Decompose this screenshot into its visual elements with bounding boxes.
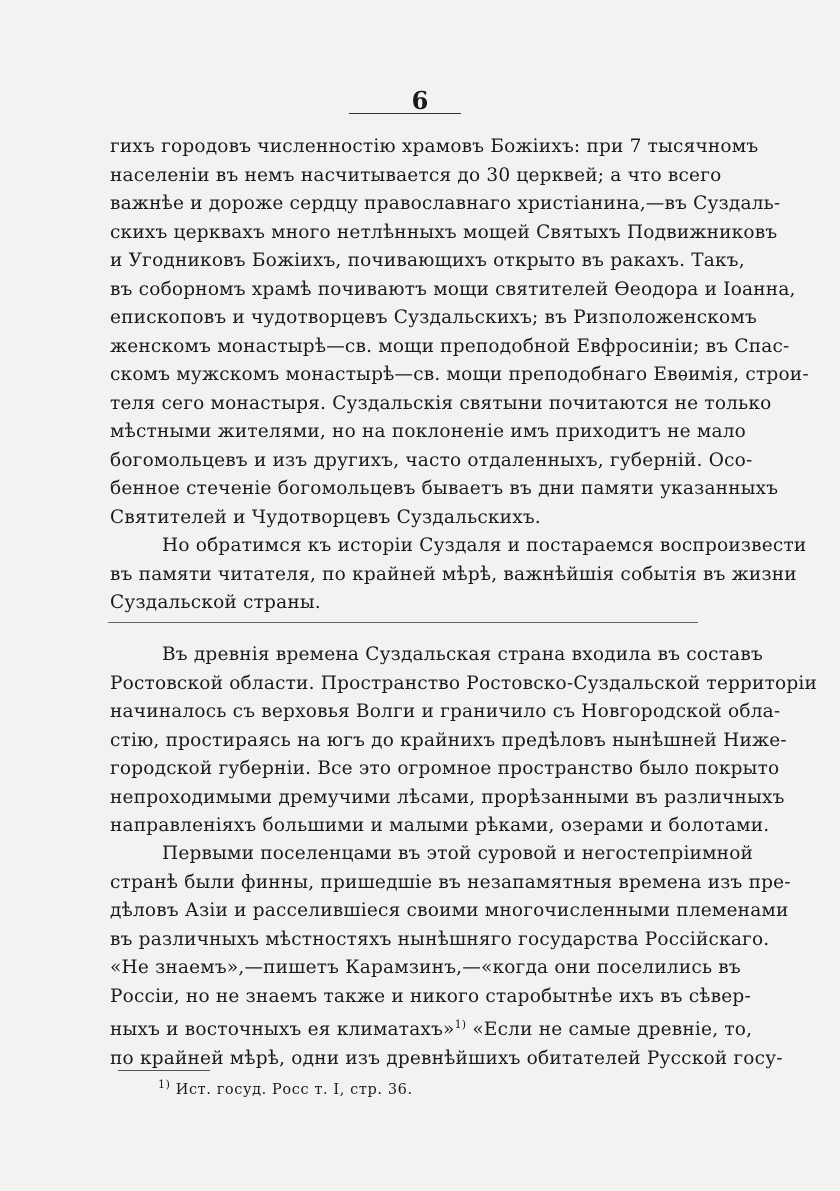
text-line: Святителей и Чудотворцевъ Суздальскихъ. — [110, 506, 541, 528]
paragraph-2 — [110, 532, 807, 618]
text-line: городской губерніи. Все это огромное пространство было покрыто — [110, 758, 780, 779]
paragraph-1 — [110, 133, 809, 532]
text-line: Россіи, но не знаемъ также и никого старобытнѣе ихъ въ сѣвер- — [110, 985, 751, 1007]
text-line: гихъ городовъ численностію храмовъ Божіихъ: при 7 тысячномъ — [110, 136, 759, 157]
text-line: странѣ были финны, пришедшіе въ незапамятныя времена изъ пре- — [110, 871, 791, 893]
text-line: стію, простираясь на югъ до крайнихъ предѣловъ нынѣшней Ниже- — [110, 729, 787, 751]
text-fragment: ныхъ и восточныхъ ея климатахъ» — [110, 1019, 455, 1041]
text-line: богомольцевъ и изъ другихъ, часто отдаленныхъ, губерній. Осо- — [110, 449, 753, 471]
paragraph-3 — [110, 641, 818, 841]
text-line: непроходимыми дремучими лѣсами, прорѣзанными въ различныхъ — [110, 786, 785, 808]
text-line: населеніи въ немъ насчитывается до 30 церквей; а что всего — [110, 164, 722, 186]
text-line: по крайней мѣрѣ, одни изъ древнѣйшихъ обитателей Русской госу- — [110, 1047, 783, 1069]
text-line: мѣстными жителями, но на поклоненіе имъ приходитъ не мало — [110, 421, 747, 442]
text-line: въ соборномъ храмѣ почиваютъ мощи святителей Ѳеодора и Іоанна, — [110, 278, 796, 300]
text-line: теля сего монастыря. Суздальскія святыни почитаются не только — [110, 392, 772, 414]
text-line: Но обратимся къ исторіи Суздаля и постараемся воспроизвести — [162, 535, 807, 556]
text-line: начиналось съ верховья Волги и граничило съ Новгородской обла- — [110, 701, 781, 722]
page-number: 6 — [411, 86, 429, 115]
text-line: Суздальской страны. — [110, 592, 321, 613]
section-divider — [108, 622, 698, 623]
text-line: Въ древнія времена Суздальская страна входила въ составъ — [162, 644, 763, 665]
text-line: важнѣе и дороже сердцу православнаго христіанина,—въ Суздаль- — [110, 193, 781, 214]
header-rule — [349, 113, 461, 114]
text-line: женскомъ монастырѣ—св. мощи преподобной Евфросиніи; въ Спас- — [110, 335, 790, 357]
text-line: дѣловъ Азіи и расселившіеся своими многочисленными племенами — [110, 900, 789, 921]
footnote-marker: 1) — [454, 1018, 467, 1031]
text-line: и Угодниковъ Божіихъ, почивающихъ открыто въ ракахъ. Такъ, — [110, 250, 745, 271]
footnote-marker: 1) — [158, 1078, 171, 1091]
footnote-rule — [118, 1070, 210, 1071]
text-line — [110, 1011, 753, 1045]
text-line: Первыми поселенцами въ этой суровой и негостепріимной — [162, 843, 754, 864]
paragraph-4 — [110, 840, 791, 1073]
text-line: въ различныхъ мѣстностяхъ нынѣшняго государства Россійскаго. — [110, 928, 770, 950]
text-line: скихъ церквахъ много нетлѣнныхъ мощей Святыхъ Подвижниковъ — [110, 221, 778, 243]
text-fragment: «Если не самые древніе, то, — [472, 1019, 753, 1041]
footnote-text: Ист. госуд. Росс т. I, стр. 36. — [175, 1081, 413, 1098]
text-line: направленіяхъ большими и малыми рѣками, озерами и болотами. — [110, 815, 770, 836]
text-line: епископовъ и чудотворцевъ Суздальскихъ; въ Ризположенскомъ — [110, 307, 757, 328]
footnote — [158, 1078, 413, 1098]
text-line: «Не знаемъ»,—пишетъ Карамзинъ,—«когда они поселились въ — [110, 957, 741, 978]
text-line: въ памяти читателя, по крайней мѣрѣ, важнѣйшія событія въ жизни — [110, 563, 797, 585]
text-line: Ростовской области. Пространство Ростовско-Суздальской территоріи — [110, 672, 818, 694]
text-line: бенное стеченіе богомольцевъ бываетъ въ дни памяти указанныхъ — [110, 478, 779, 499]
text-line: скомъ мужскомъ монастырѣ—св. мощи преподобнаго Евѳимія, строи- — [110, 364, 809, 385]
